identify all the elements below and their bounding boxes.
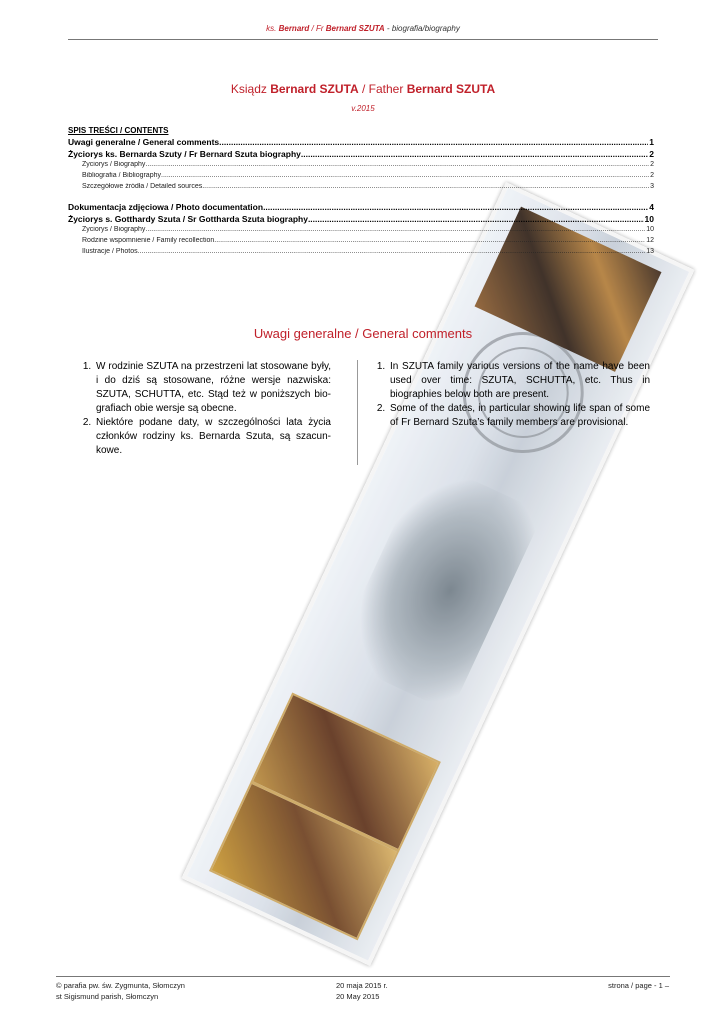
footer-parish-en: st Sigismund parish, Słomczyn (56, 992, 159, 1001)
toc-entry[interactable] (68, 137, 654, 149)
toc-leader (161, 172, 649, 179)
toc-entry-label: Życiorys / Biography (82, 226, 146, 233)
footer-parish (56, 980, 185, 1002)
toc-entry-page: 2 (650, 161, 654, 168)
toc-entry-page: 2 (649, 149, 654, 159)
toc-entry-label: Ilustracje / Photos (82, 248, 138, 255)
header-suffix: - biografia/biography (384, 24, 460, 33)
section-heading: Uwagi generalne / General comments (253, 326, 473, 341)
toc-heading: SPIS TREŚCI / CONTENTS (68, 126, 169, 135)
footer-date (336, 980, 388, 1002)
toc-entry-label: Szczegółowe źródła / Detailed sources (82, 183, 203, 190)
header-separator: / Fr (309, 24, 326, 33)
toc-entry-label: Życiorys ks. Bernarda Szuty / Fr Bernard Szuta biography (68, 149, 301, 159)
toc-entry-label: Rodzine wspomnienie / Family recollection (82, 237, 215, 244)
comment-item-en-2: 2. Some of the dates, in particular showing life span of some of Fr Bernard Szuta’s family members are provisional. (388, 402, 650, 430)
toc-subentry[interactable] (68, 183, 654, 194)
table-of-contents (68, 126, 654, 259)
footer-date-pl: 20 maja 2015 r. (336, 981, 388, 990)
toc-entry-page: 10 (644, 214, 654, 224)
toc-entry-label: Uwagi generalne / General comments (68, 137, 220, 147)
toc-entry-page: 3 (650, 183, 654, 190)
comment-item-pl-2: 2. Niektóre podane daty, w szczególności lata życia członków rodziny ks. Bernarda Szuta, są szacun-kowe. (94, 416, 331, 458)
toc-subentry[interactable] (68, 161, 654, 172)
toc-entry-label: Życiorys s. Gotthardy Szuta / Sr Gottharda Szuta biography (68, 214, 308, 224)
toc-leader (301, 149, 648, 159)
title-separator: / Father (358, 82, 407, 96)
toc-entry-page: 2 (650, 172, 654, 179)
toc-subentry[interactable] (68, 172, 654, 183)
title-name-2: Bernard SZUTA (406, 82, 496, 96)
footer-date-en: 20 May 2015 (336, 992, 380, 1001)
footer-parish-pl: © parafia pw. św. Zygmunta, Słomczyn (56, 981, 185, 990)
toc-subentry[interactable] (68, 226, 654, 237)
english-column (370, 360, 650, 430)
header-prefix: ks. (266, 24, 279, 33)
toc-leader (202, 183, 649, 190)
toc-leader (145, 226, 645, 233)
toc-entry[interactable] (68, 149, 654, 161)
toc-entry-label: Bibliografia / Bibliography (82, 172, 161, 179)
toc-subentry[interactable] (68, 237, 654, 248)
document-title (68, 82, 658, 96)
header-name-2: Bernard SZUTA (325, 24, 385, 33)
toc-leader (308, 214, 644, 224)
toc-leader (138, 248, 646, 255)
polish-column (76, 360, 331, 458)
title-name-1: Bernard SZUTA (270, 82, 359, 96)
comment-item-pl-1: 1. W rodzinie SZUTA na przestrzeni lat stosowane były, i do dziś są stosowane, różne wersje nazwiska: SZUTA, SCHUTTA, etc. Stąd też w poniższych bio-grafiach obie wersje są obecne. (94, 360, 331, 416)
footer-rule (56, 976, 670, 977)
document-version: v.2015 (351, 104, 375, 113)
title-prefix: Ksiądz (230, 82, 271, 96)
toc-subentry[interactable] (68, 248, 654, 259)
toc-leader (214, 237, 645, 244)
toc-entry-page: 1 (649, 137, 654, 147)
toc-leader (145, 161, 649, 168)
toc-entry-page: 13 (646, 248, 654, 255)
footer-page-number: strona / page - 1 – (608, 981, 669, 990)
toc-entry[interactable] (68, 214, 654, 226)
toc-entry-label: Dokumentacja zdjęciowa / Photo documentation (68, 202, 264, 212)
toc-entry-page: 4 (649, 202, 654, 212)
toc-entry-page: 12 (646, 237, 654, 244)
toc-leader (263, 202, 648, 212)
toc-entry[interactable] (68, 202, 654, 214)
header-name-1: Bernard (278, 24, 310, 33)
toc-entry-label: Życiorys / Biography (82, 161, 146, 168)
toc-entry-page: 10 (646, 226, 654, 233)
comment-item-en-1: 1. In SZUTA family various versions of the name have been used over time: SZUTA, SCHUTTA, etc. Thus in biographies below both are present. (388, 360, 650, 402)
toc-leader (219, 137, 648, 147)
column-divider (357, 360, 358, 465)
